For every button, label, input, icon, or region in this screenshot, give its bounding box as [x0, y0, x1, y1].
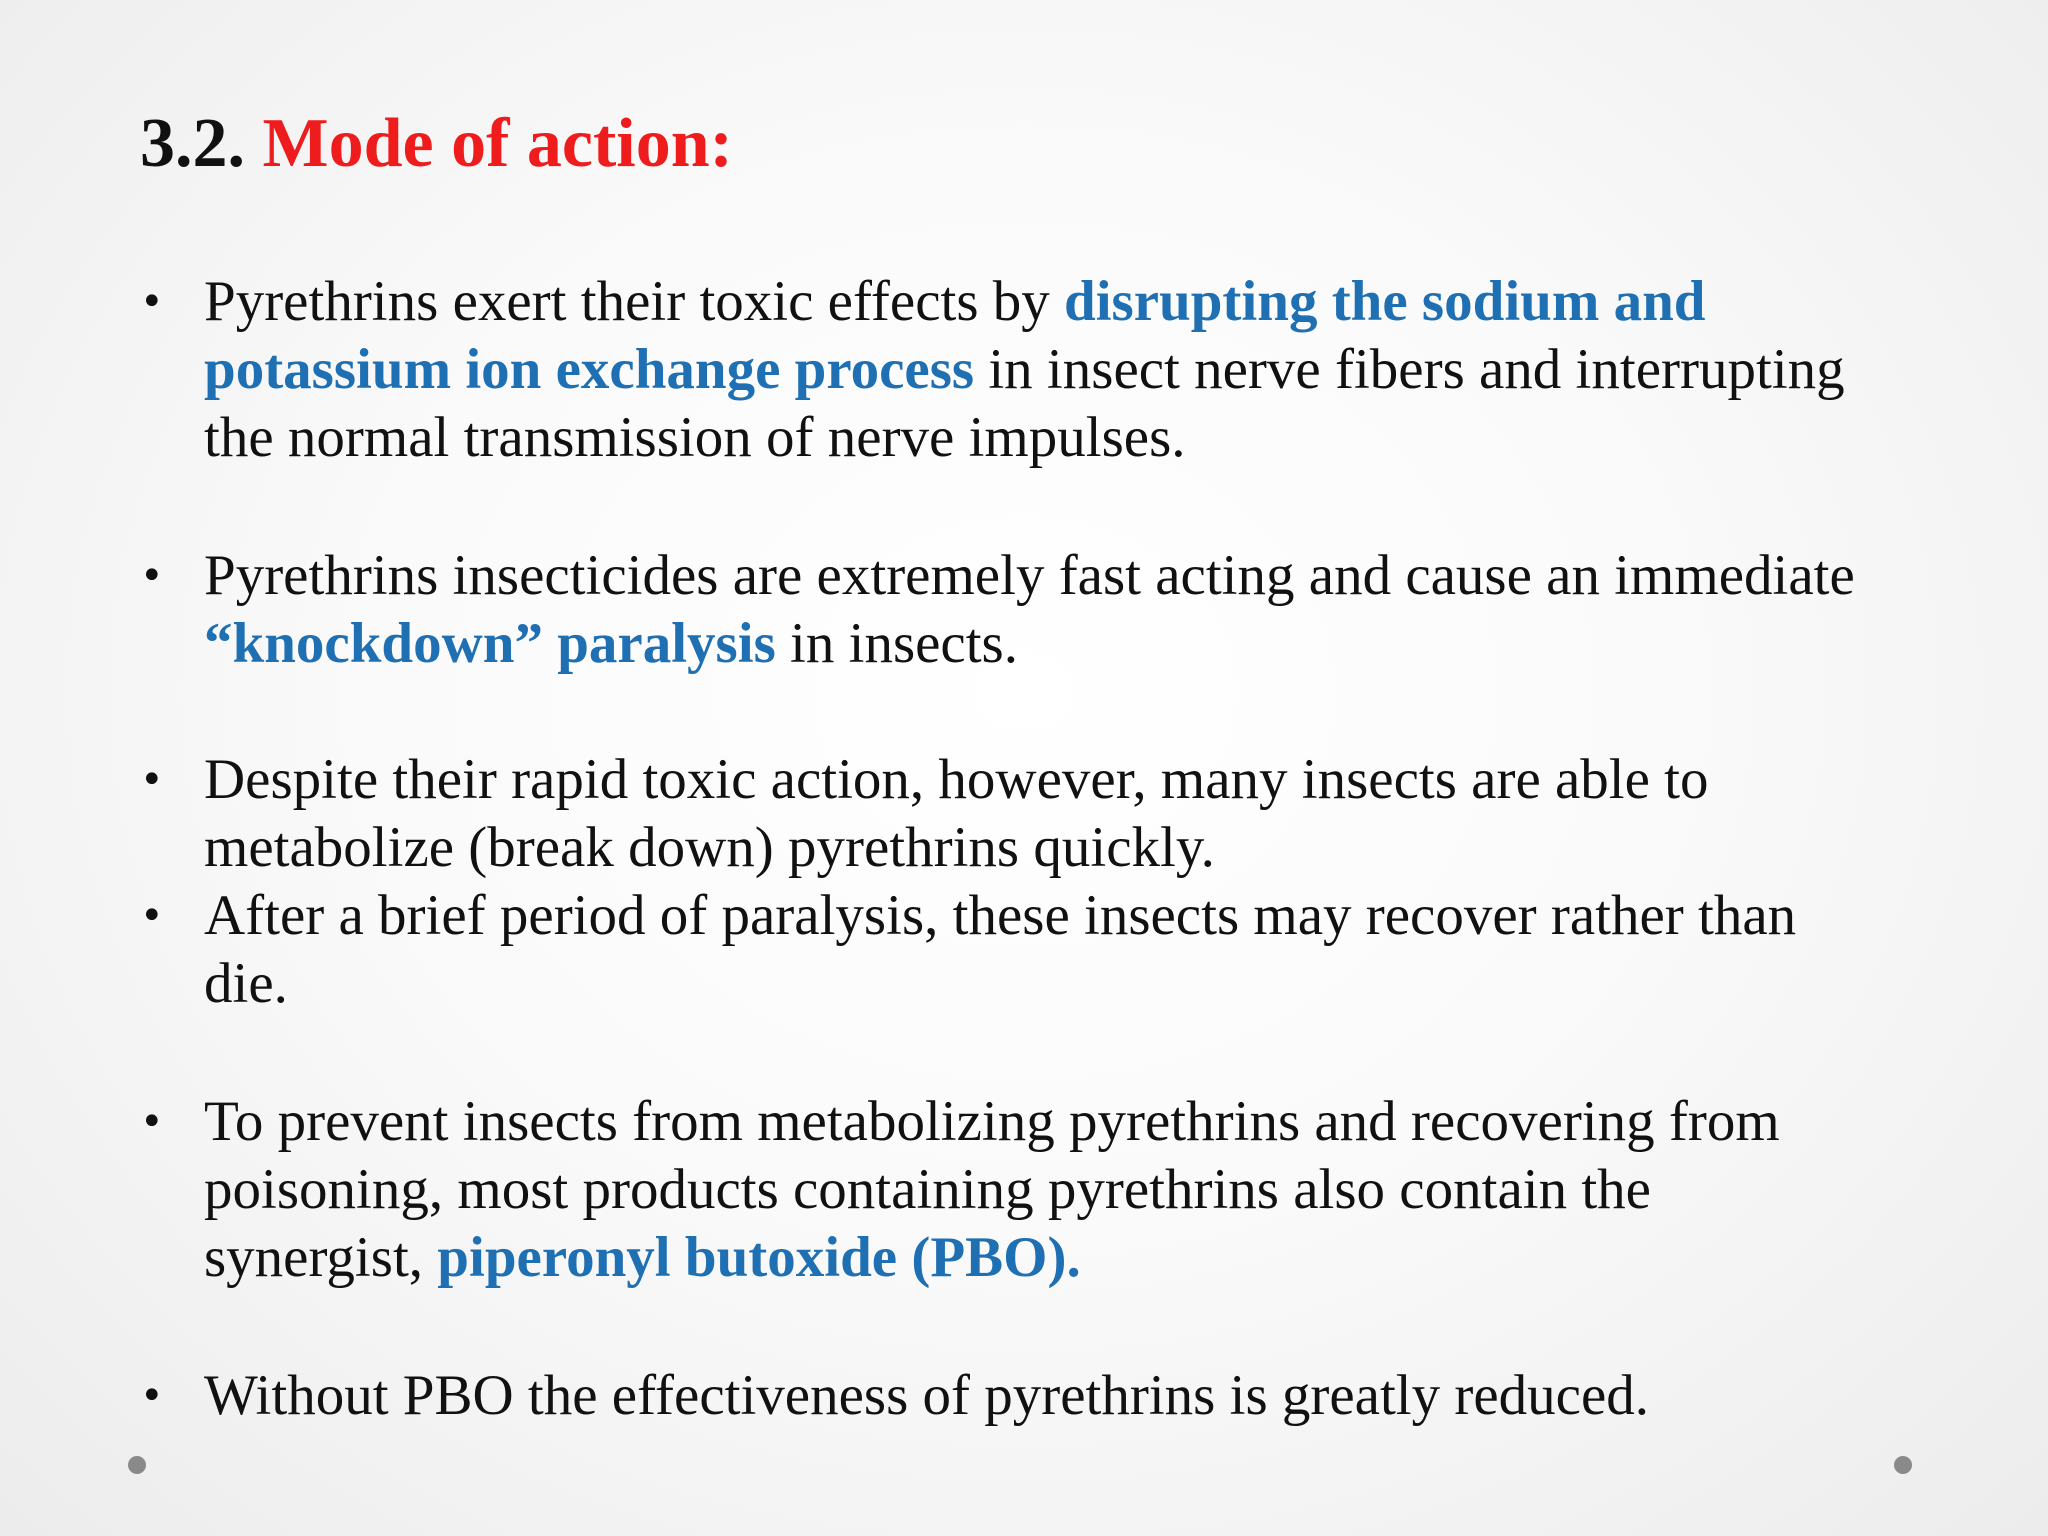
bullet-text: To prevent insects from metabolizing pyrethrins and recovering from poisoning, most products containing pyrethrins also contain the synergist, [204, 1090, 1780, 1289]
bullet-highlight: piperonyl butoxide (PBO). [437, 1226, 1081, 1289]
bullet-item [204, 268, 1884, 472]
bullet-item [204, 1088, 1884, 1292]
bullet-text: Despite their rapid toxic action, however, many insects are able to metabolize (break down) pyrethrins quickly. [204, 748, 1709, 879]
section-heading: Mode of action: [262, 105, 733, 182]
bullet-item [204, 882, 1884, 1018]
bullet-item [204, 542, 1884, 678]
bullet-highlight: “knockdown” paralysis [204, 612, 776, 675]
bullet-text: Pyrethrins insecticides are extremely fast acting and cause an immediate [204, 544, 1855, 607]
section-number: 3.2. [140, 105, 245, 182]
bullet-item [204, 1362, 1884, 1430]
bullet-text: Without PBO the effectiveness of pyrethrins is greatly reduced. [204, 1364, 1650, 1427]
bullet-text: in insect nerve fibers and interrupting the normal transmission of nerve impulses. [204, 338, 1845, 469]
bullet-text: in insects. [775, 612, 1018, 675]
bullet-highlight: disrupting the sodium and potassium ion exchange process [204, 270, 1706, 401]
bullet-text: Pyrethrins exert their toxic effects by [204, 270, 1065, 333]
slide-nav-dot-left [128, 1456, 146, 1474]
slide-nav-dot-right [1894, 1456, 1912, 1474]
bullet-item [204, 746, 1884, 882]
bullet-text: After a brief period of paralysis, these insects may recover rather than die. [204, 884, 1797, 1015]
